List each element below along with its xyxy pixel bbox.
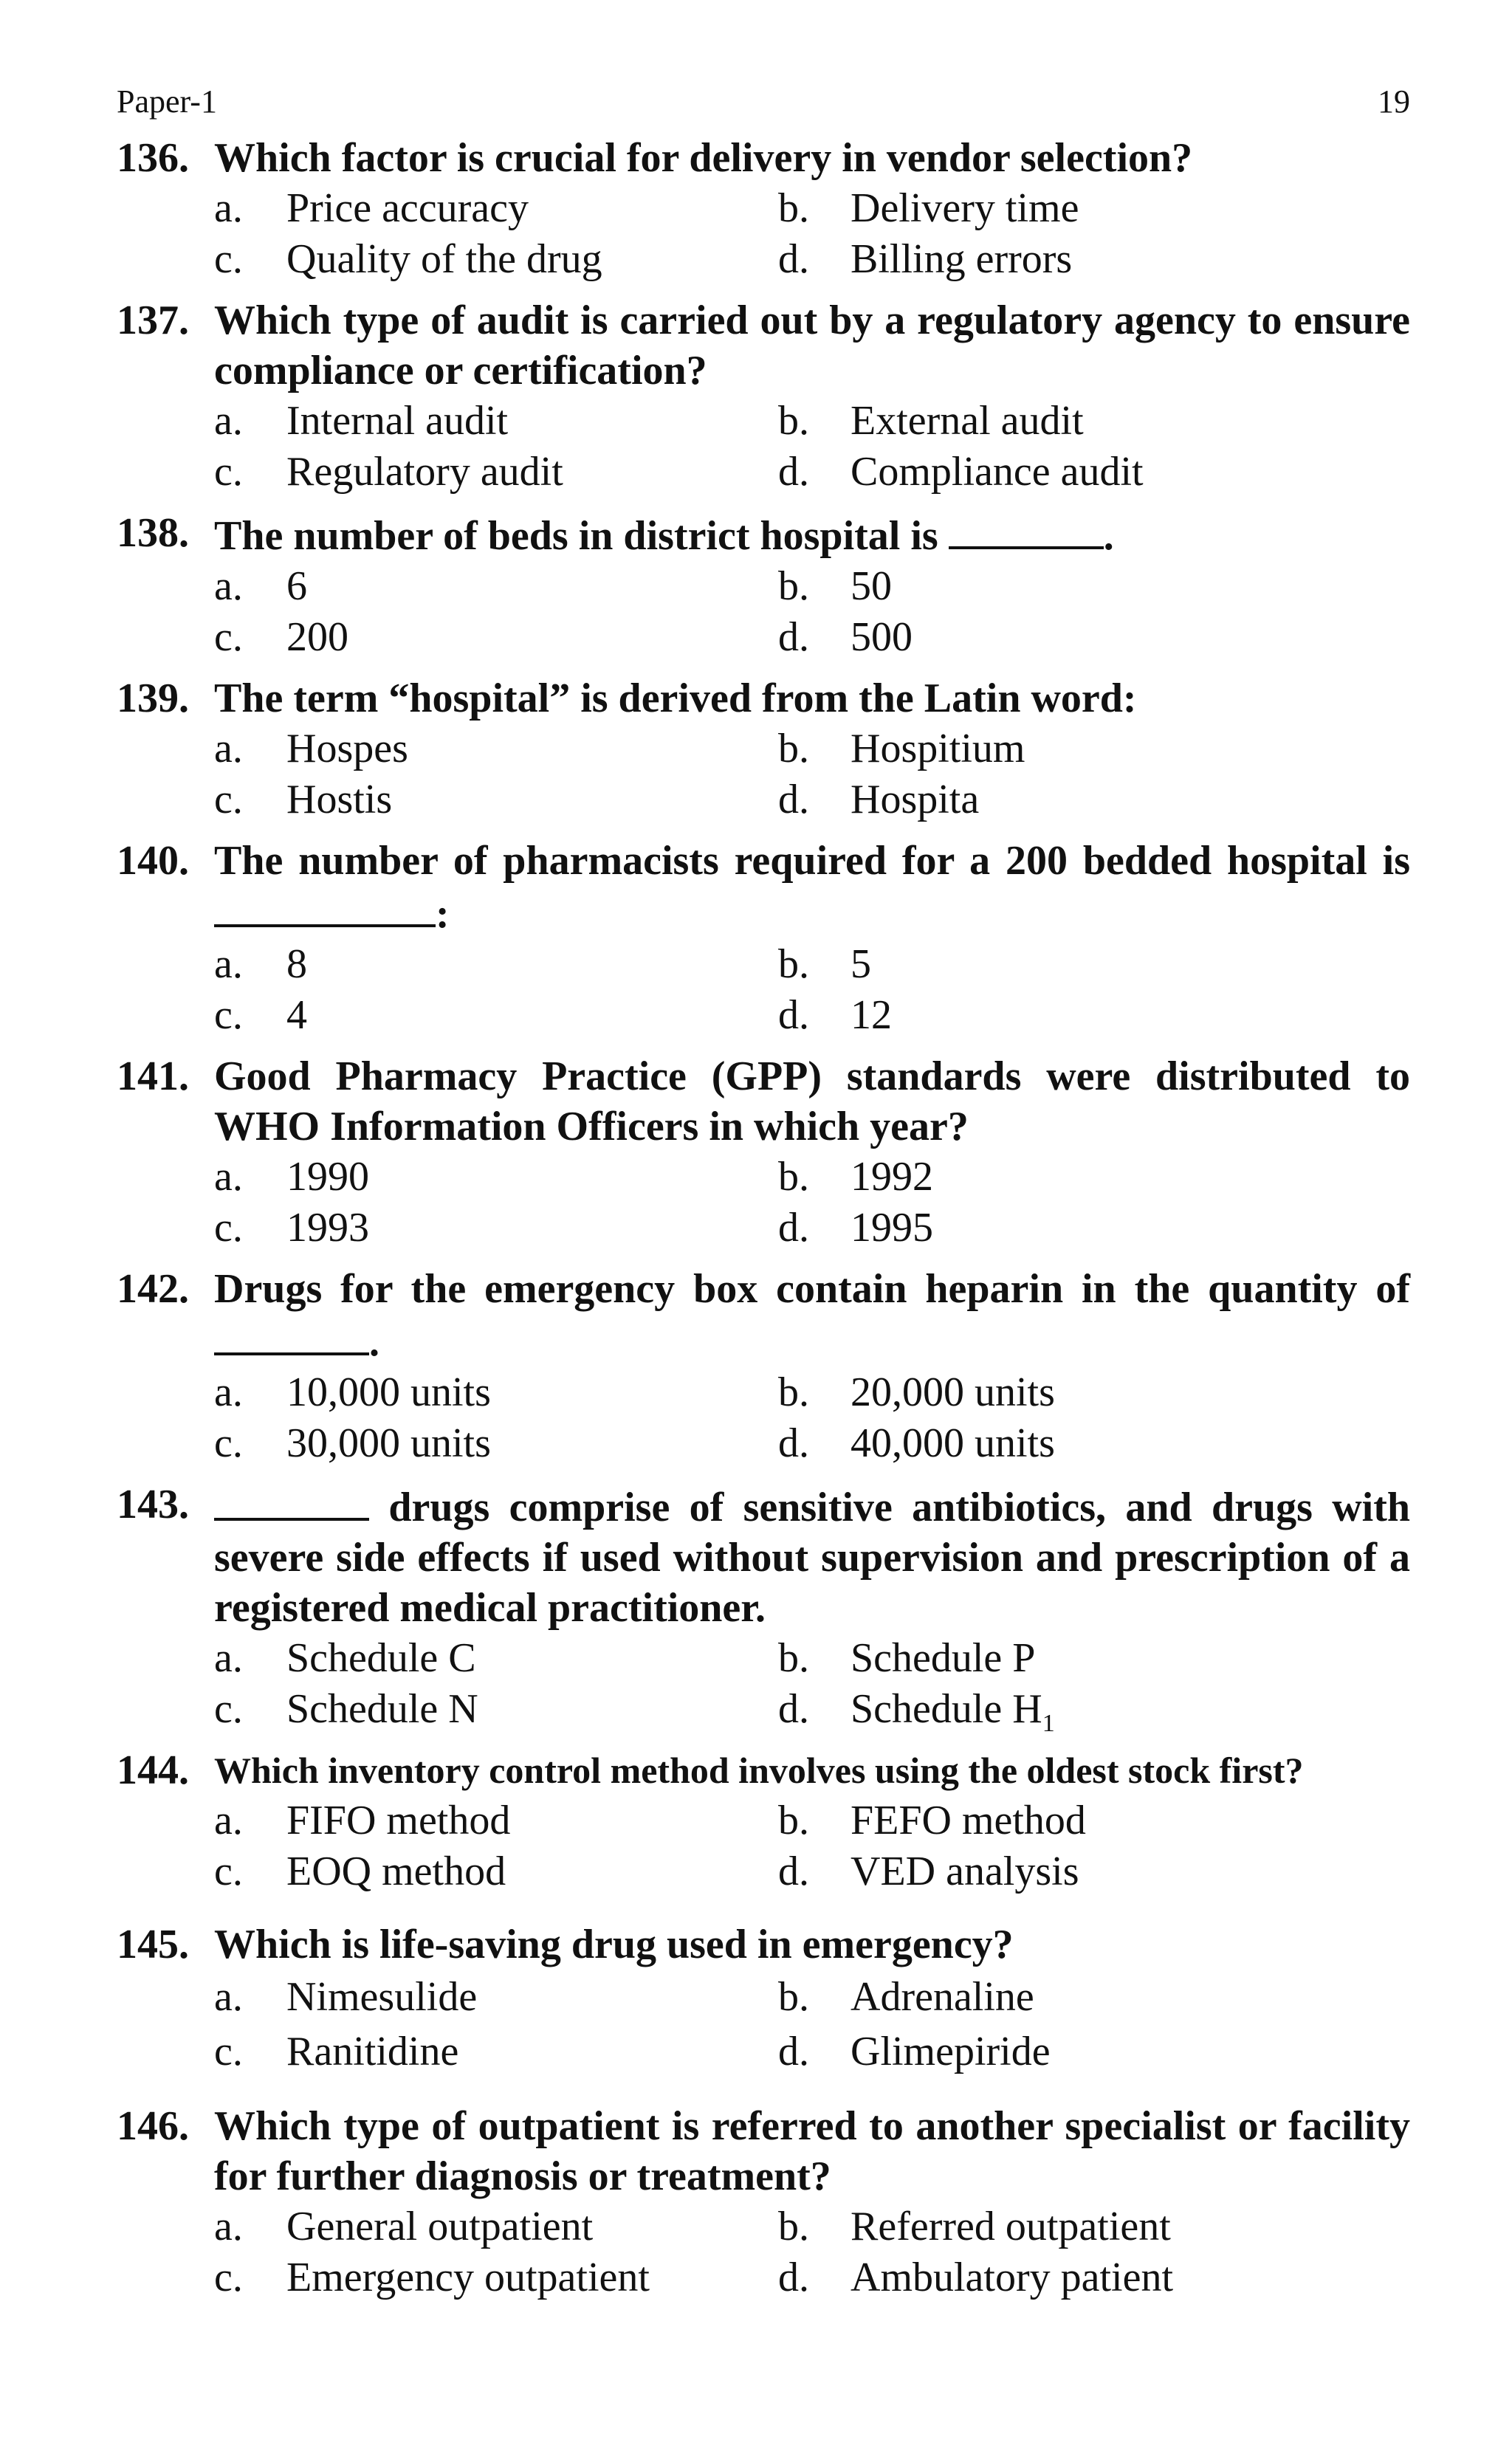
question-text: The number of beds in district hospital is . [214,508,1410,561]
option-c: c. EOQ method [214,1849,506,1894]
option-d: d. 40,000 units [778,1420,1055,1466]
question-number: 138. [117,510,189,556]
option-c: c. Hostis [214,777,393,822]
question-number: 139. [117,675,189,721]
answer-blank [214,1314,369,1355]
option-a: a. 1990 [214,1154,369,1200]
options [214,1795,1410,1897]
option-a: a. Hospes [214,726,408,771]
option-a: a. 8 [214,941,307,987]
question-text: drugs comprise of sensitive antibiotics, and drugs with severe side effects if used without supervision and prescription of a registered medical practitioner. [214,1479,1410,1633]
question-text: Which type of outpatient is referred to another specialist or facility for further diagnosis or treatment? [214,2103,1410,2199]
question-142 [117,1264,1410,1469]
option-b: b. Schedule P [778,1635,1036,1681]
option-d: d. Billing errors [778,236,1073,282]
question-number: 141. [117,1053,189,1099]
question-136 [117,133,1410,285]
question-140 [117,836,1410,1041]
options [214,183,1410,285]
question-139 [117,673,1410,825]
option-b: b. Adrenaline [778,1974,1034,2020]
option-b: b. 1992 [778,1154,933,1200]
option-c: c. Regulatory audit [214,449,563,495]
option-a: a. Nimesulide [214,1974,478,2020]
page-number: 19 [1378,83,1410,120]
answer-blank [214,1479,369,1521]
option-c: c. 4 [214,992,307,1038]
option-a: a. Schedule C [214,1635,476,1681]
option-d: d. 500 [778,614,913,660]
option-b: b. External audit [778,398,1084,444]
options [214,723,1410,825]
answer-blank [214,886,436,927]
option-a: a. FIFO method [214,1798,511,1843]
question-text: The number of pharmacists required for a 200 bedded hospital is : [214,838,1410,937]
options [214,1633,1410,1738]
option-d: d. Hospita [778,777,980,822]
question-text: Drugs for the emergency box contain heparin in the quantity of . [214,1266,1410,1365]
question-143 [117,1479,1411,1738]
option-a: a. 6 [214,563,307,609]
option-c: c. Ranitidine [214,2029,459,2074]
question-number: 146. [117,2103,189,2149]
option-b: b. 50 [778,563,892,609]
question-141 [117,1051,1410,1254]
question-145 [117,1919,1410,2079]
option-c: c. Quality of the drug [214,236,602,282]
option-d: d. VED analysis [778,1849,1079,1894]
options [214,561,1410,663]
question-text: Which type of audit is carried out by a regulatory agency to ensure compliance or certification? [214,298,1410,393]
option-c: c. 200 [214,614,348,660]
question-number: 137. [117,298,189,343]
question-number: 143. [117,1482,189,1527]
paper-label: Paper-1 [117,83,217,120]
option-c: c. Schedule N [214,1686,478,1732]
question-text: Which inventory control method involves using the oldest stock first? [214,1750,1304,1791]
question-137 [117,295,1410,498]
question-number: 140. [117,838,189,884]
question-number: 145. [117,1922,189,1967]
option-d: d. 12 [778,992,892,1038]
option-a: a. General outpatient [214,2204,594,2249]
option-d: d. Glimepiride [778,2029,1051,2074]
option-d: d. Schedule $H_1$ [778,1686,1055,1738]
option-b: b. Delivery time [778,185,1079,231]
option-c: c. 1993 [214,1205,369,1251]
option-a: a. Price accuracy [214,185,529,231]
question-text: Which factor is crucial for delivery in vendor selection? [214,135,1193,181]
document-page [117,81,1410,2314]
question-number: 144. [117,1747,189,1793]
question-number: 136. [117,135,189,181]
answer-blank [949,508,1104,549]
option-d: d. Compliance audit [778,449,1144,495]
option-b: b. 5 [778,941,871,987]
options [214,1152,1410,1254]
option-b: b. FEFO method [778,1798,1086,1843]
option-a: a. 10,000 units [214,1369,491,1415]
question-146 [117,2101,1410,2303]
option-d: d. 1995 [778,1205,933,1251]
question-text: Which is life-saving drug used in emergency? [214,1922,1014,1967]
question-138 [117,508,1410,663]
option-d: d. Ambulatory patient [778,2255,1174,2300]
option-a: a. Internal audit [214,398,509,444]
option-c: c. 30,000 units [214,1420,491,1466]
options [214,396,1410,498]
options [214,1367,1410,1469]
question-text: The term “hospital” is derived from the Latin word: [214,675,1137,721]
option-c: c. Emergency outpatient [214,2255,650,2300]
subscript: 1 [1042,1710,1055,1738]
question-number: 142. [117,1266,189,1312]
option-b: b. 20,000 units [778,1369,1055,1415]
option-b: b. Hospitium [778,726,1025,771]
options [214,2201,1410,2303]
options [214,939,1410,1041]
question-text: Good Pharmacy Practice (GPP) standards were distributed to WHO Information Officers in which year? [214,1053,1410,1149]
option-b: b. Referred outpatient [778,2204,1171,2249]
options [214,1970,1410,2079]
question-144 [117,1745,1410,1897]
page-header [117,81,1410,133]
